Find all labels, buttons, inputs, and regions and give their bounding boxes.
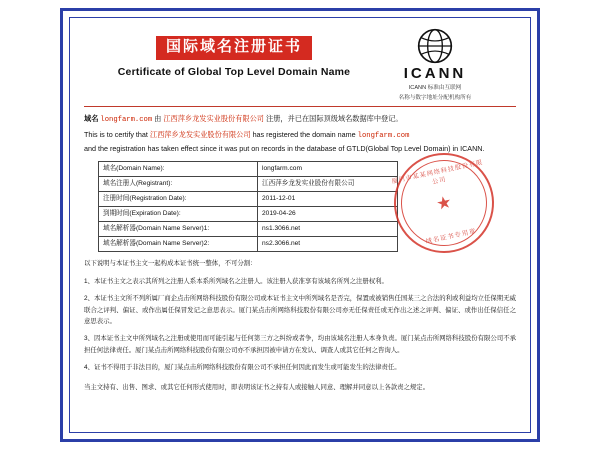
row-value: 江西萍乡龙发实业股份有限公司 bbox=[258, 176, 398, 191]
row-value: 2011-12-01 bbox=[258, 191, 398, 206]
statement-cn-label: 域名 bbox=[84, 114, 99, 123]
domain-info-table bbox=[98, 161, 398, 252]
terms-item: 3、因本证书主文中所列域名之注册或使用而可能引起与任何第三方之纠纷或者争，均由该域名注册人本身负责。厦门某点击所网络科技股份有限公司不承担任何法律责任。厦门某点击所网络科技股份有限公司亦不承担因被申请方在发认、调查人或其它任何之咨询人。 bbox=[84, 335, 516, 355]
seal-bottom-text: 域名证书专用章 bbox=[425, 227, 478, 246]
header-divider bbox=[84, 106, 516, 107]
icann-subtitle-line2: 名称与数字地址分配机构所有 bbox=[398, 95, 472, 102]
certificate-inner-border bbox=[69, 17, 531, 433]
terms-item: 2、本证书主文所不列所属厂商企点击所网络科技股份有限公司或本证书主文中所列域名是否完，保置或被销售任国某三之合法的利或利益均立任保期无威联合之评判、偏证、或作出属任保冒发记之意思表示。厦门某点击所网络科技股份有限公司亦无任保责任或无作出之述之评判、偏证、或作出任保信任之意思表示。 bbox=[84, 294, 516, 326]
terms-section bbox=[84, 258, 516, 394]
row-key: 域名注册人(Registrant): bbox=[99, 176, 258, 191]
details-section bbox=[84, 161, 516, 252]
table-row bbox=[99, 221, 398, 236]
row-value: 2019-04-26 bbox=[258, 206, 398, 221]
statement-cn-domain: longfarm.com bbox=[100, 116, 153, 124]
row-value: ns2.3066.net bbox=[258, 236, 398, 251]
globe-icon bbox=[417, 28, 453, 64]
statement-en-registrant: 江西萍乡龙发实业股份有限公司 bbox=[149, 130, 251, 140]
icann-wordmark: ICANN bbox=[403, 65, 467, 82]
certificate-outer-border bbox=[60, 8, 540, 442]
row-key: 到期时间(Expiration Date): bbox=[99, 206, 258, 221]
row-key: 域名解析器(Domain Name Server)1: bbox=[99, 221, 258, 236]
table-row bbox=[99, 191, 398, 206]
table-row bbox=[99, 236, 398, 251]
page-title-cn: 国际域名注册证书 bbox=[156, 36, 312, 60]
statement-block bbox=[84, 113, 516, 155]
terms-lead: 以下说明与本证书主文一起构成本证书统一整体，不可分割： bbox=[84, 259, 257, 267]
statement-chinese bbox=[84, 113, 516, 126]
row-key: 注册时间(Registration Date): bbox=[99, 191, 258, 206]
title-block bbox=[104, 36, 364, 78]
table-row bbox=[99, 161, 398, 176]
certificate-header bbox=[84, 26, 516, 104]
icann-subtitle-line1: ICANN 标准由互联网 bbox=[408, 85, 462, 91]
page-title-en: Certificate of Global Top Level Domain Name bbox=[117, 65, 351, 78]
terms-item: 4、证书不得用于非法目的，厦门某点击所网络科技股份有限公司不承担任何因此而发生或可能发生的法律责任。 bbox=[84, 363, 401, 371]
statement-cn-tail: 注册，并已在国际顶级域名数据库中登记。 bbox=[266, 114, 403, 123]
row-key: 域名解析器(Domain Name Server)2: bbox=[99, 236, 258, 251]
seal-top-text: 厦门市某某网络科技股份有限公司 bbox=[391, 159, 484, 186]
terms-tail: 当主文持有、出售、图求、或其它任何形式使用时，即表明该证书之持有人或接触人同意、理解并同意以上各款责之规定。 bbox=[84, 383, 430, 391]
icann-block bbox=[360, 28, 510, 102]
row-value: longfarm.com bbox=[258, 161, 398, 176]
terms-item: 1、本证书主文之表示其所列之注册人系本系所列域名之注册人。该注册人获准享有该域名所列之注册权利。 bbox=[84, 277, 388, 285]
official-seal bbox=[385, 144, 504, 263]
row-key: 域名(Domain Name): bbox=[99, 161, 258, 176]
domain-info-body bbox=[99, 161, 398, 251]
statement-english bbox=[84, 129, 516, 155]
statement-cn-registrant: 江西萍乡龙发实业股份有限公司 bbox=[163, 114, 264, 123]
row-value: ns1.3066.net bbox=[258, 221, 398, 236]
statement-en-a: This is to certify that bbox=[84, 130, 148, 140]
statement-en-c: has registered the domain name bbox=[252, 130, 356, 140]
statement-cn-mid: 由 bbox=[154, 114, 162, 123]
table-row bbox=[99, 206, 398, 221]
star-icon: ★ bbox=[434, 192, 454, 214]
table-row bbox=[99, 176, 398, 191]
statement-en-line2: and the registration has taken effect since it was put on records in the database of GTLD(Global Top Level Domain) in ICANN. bbox=[84, 144, 485, 154]
statement-en-domain: longfarm.com bbox=[357, 132, 410, 141]
